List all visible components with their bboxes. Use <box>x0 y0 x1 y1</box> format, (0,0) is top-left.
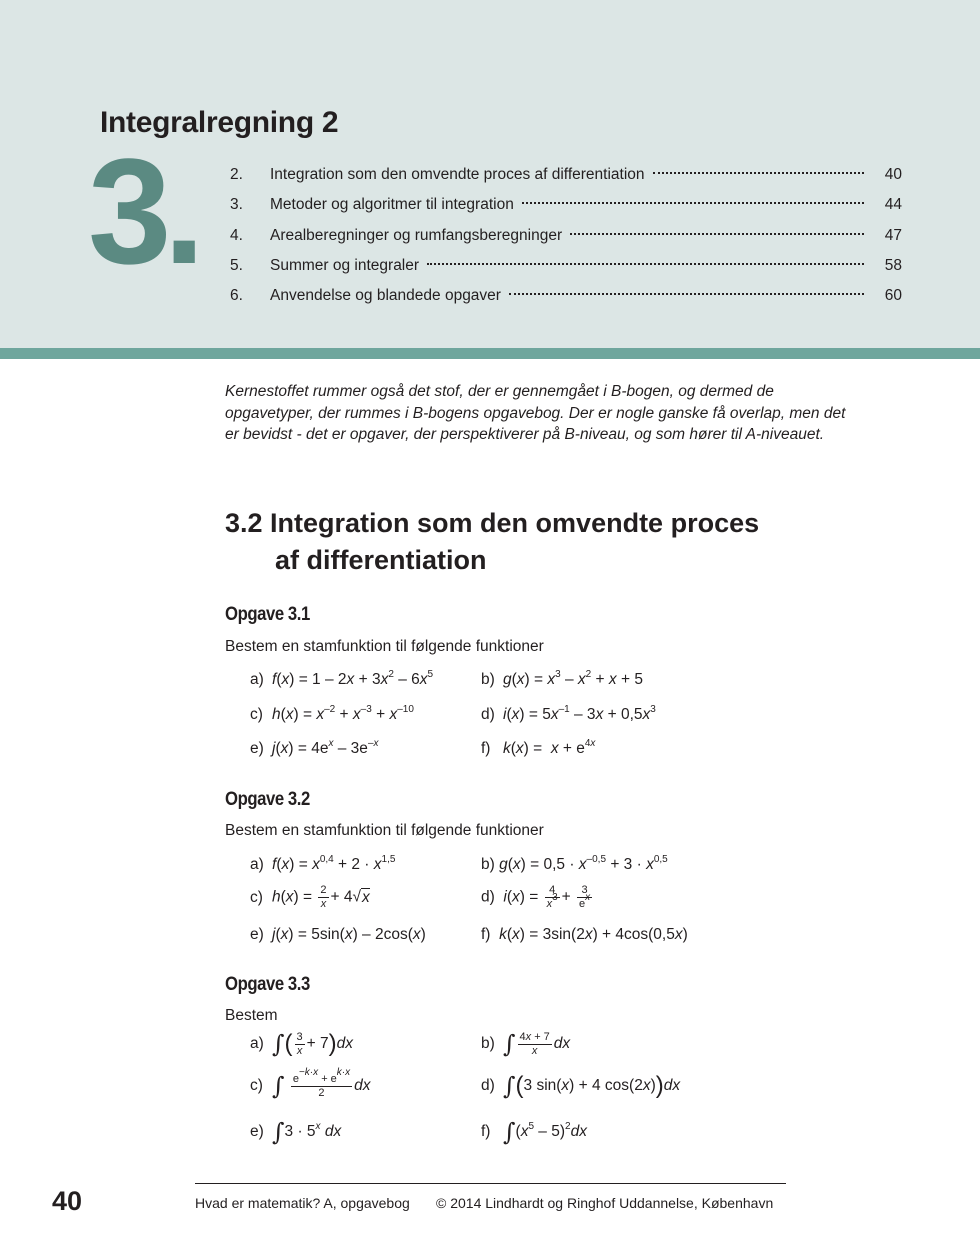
toc-leader <box>427 263 864 265</box>
exercise-3-3-d: d) ∫(3 sin(x) + 4 cos(2x))dx <box>481 1072 681 1100</box>
toc-item-page: 44 <box>884 196 902 214</box>
intro-paragraph: Kernestoffet rummer også det stof, der er gennemgået i B-bogen, og dermed de opgavetyper, der rummes i B-bogens opgavebog. Der er nogle ganske få overlap, men det er bevidst - det er opgaver, der perspektiverer på B-niveau, og som hører til A-niveauet. <box>225 383 846 443</box>
task-heading: Opgave 3.3 <box>225 974 310 995</box>
exercise-3-1-d: d) $i(x) = 5x^{-1} - 3x + 0,5x^3$ <box>481 704 656 723</box>
exercise-3-2-a: a) $f(x) = x^{0,4} + 2 \cdot x^{1,5}$ <box>250 854 396 873</box>
toc-leader <box>509 293 864 295</box>
toc-leader <box>570 233 864 235</box>
exercise-3-3-f: f) $\int(x^5 - 5)^2dx$ <box>481 1118 587 1146</box>
toc-item-title: Arealberegninger og rumfangsberegninger <box>270 226 563 244</box>
exercise-3-3-c: c) ∫ $\frac{e^{-k\cdot x} + e^{k\cdot x}}{2}$ dx <box>250 1066 371 1100</box>
exercise-3-3-b: b) ∫ $\frac{4x + 7}{x}$ dx <box>481 1030 571 1058</box>
toc-leader <box>522 202 864 204</box>
toc-item-title: Anvendelse og blandede opgaver <box>270 287 501 305</box>
footer-copyright: © 2014 Lindhardt og Ringhof Uddannelse, København <box>436 1195 774 1211</box>
table-of-contents <box>230 160 902 311</box>
chapter-title: Integralregning 2 <box>100 106 339 139</box>
exercise-3-1-f: f) $k(x) = x + e^{4x}$ <box>481 738 596 757</box>
toc-item-page: 47 <box>884 226 902 244</box>
section-title <box>225 505 759 579</box>
toc-item-number: 2. <box>230 166 243 184</box>
exercise-3-1-a: a) $f(x) = 1 - 2x + 3x^2 - 6x^5$ <box>250 669 434 688</box>
toc-item-number: 6. <box>230 287 243 305</box>
exercise-3-3-a: a) ∫( $\frac{3}{x}$ + 7)dx <box>250 1030 353 1058</box>
chapter-number: 3. <box>88 127 198 295</box>
header-divider <box>0 348 980 359</box>
task-prompt: Bestem en stamfunktion til følgende funktioner <box>225 638 544 655</box>
exercise-3-2-f: f) k(x) = 3sin(2x) + 4cos(0,5x) <box>481 926 688 943</box>
toc-item[interactable] <box>230 221 902 251</box>
toc-item-title: Integration som den omvendte proces af differentiation <box>270 166 645 184</box>
exercise-3-1-e: e) $j(x) = 4e^x - 3e^{-x}$ <box>250 738 379 757</box>
task-prompt: Bestem <box>225 1007 278 1024</box>
footer-book-title: Hvad er matematik? A, opgavebog <box>195 1195 410 1211</box>
toc-item-page: 58 <box>884 257 902 275</box>
toc-item-title: Metoder og algoritmer til integration <box>270 196 514 214</box>
exercise-3-2-c: c) h(x) = $\frac{2}{x}$ + 4√x <box>250 884 370 910</box>
toc-leader <box>653 172 864 174</box>
section-title-line: 3.2 Integration som den omvendte proces <box>225 508 760 538</box>
exercise-3-2-b: b) $g(x) = 0,5 \cdot x^{-0,5} + 3 \cdot x^{0,5}$ <box>481 854 668 873</box>
exercise-3-2-e: e) j(x) = 5sin(x) – 2cos(x) <box>250 926 426 943</box>
footer-divider <box>195 1183 786 1184</box>
exercise-3-3-e: e) $\int 3 \cdot 5^x$ dx <box>250 1118 342 1146</box>
toc-item[interactable] <box>230 281 902 311</box>
toc-item-number: 5. <box>230 257 243 275</box>
exercise-3-1-c: c) $h(x) = x^{-2} + x^{-3} + x^{-10}$ <box>250 704 414 723</box>
exercise-3-1-b: b) $g(x) = x^3 - x^2 + x + 5$ <box>481 669 643 688</box>
toc-item-number: 4. <box>230 226 243 244</box>
toc-item-title: Summer og integraler <box>270 257 420 275</box>
section-title-line: af differentiation <box>275 545 487 575</box>
task-heading: Opgave 3.1 <box>225 604 310 625</box>
exercise-3-2-d: d) i(x) = $\frac{4}{x^3}$ + $\frac{3}{e^x}$ <box>481 884 591 910</box>
toc-item-page: 40 <box>884 166 902 184</box>
toc-item-page: 60 <box>884 287 902 305</box>
toc-item[interactable] <box>230 251 902 281</box>
task-prompt: Bestem en stamfunktion til følgende funktioner <box>225 822 544 839</box>
task-heading: Opgave 3.2 <box>225 789 310 810</box>
page-number: 40 <box>52 1186 83 1216</box>
toc-item-number: 3. <box>230 196 243 214</box>
toc-item[interactable] <box>230 190 902 220</box>
toc-item[interactable] <box>230 160 902 190</box>
